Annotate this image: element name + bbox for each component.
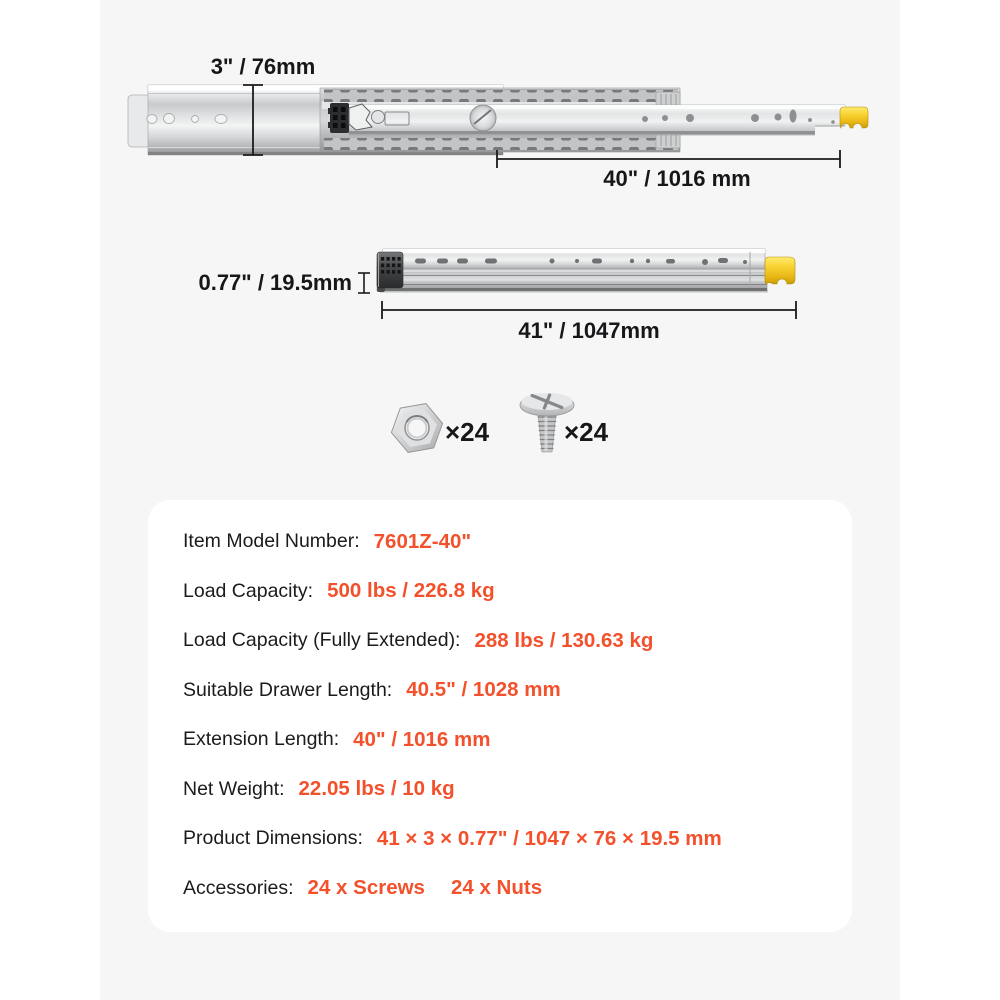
extension-dimension-label: 40" / 1016 mm — [603, 166, 751, 191]
spec-row-drawer-length — [183, 666, 832, 716]
latch-cap — [377, 252, 403, 292]
spec-row-load-capacity — [183, 567, 832, 617]
spec-label: Suitable Drawer Length: — [183, 678, 393, 701]
thickness-dimension-label: 0.77" / 19.5mm — [198, 270, 352, 295]
spec-label: Load Capacity: — [183, 579, 314, 602]
spec-row-accessories — [183, 864, 832, 914]
spec-label: Load Capacity (Fully Extended): — [183, 629, 461, 652]
spec-value: 24 x Screws — [307, 876, 425, 900]
spec-value: 40" / 1016 mm — [353, 727, 491, 751]
length-dimension — [382, 301, 796, 319]
lock-handle-yellow-closed — [765, 257, 795, 284]
spec-value: 22.05 lbs / 10 kg — [298, 777, 455, 801]
nut-count: ×24 — [444, 417, 490, 447]
spec-row-net-weight — [183, 765, 832, 815]
spec-label: Product Dimensions: — [183, 827, 363, 850]
spec-label: Accessories: — [183, 876, 294, 899]
spec-value: 288 lbs / 130.63 kg — [474, 628, 654, 652]
spec-label: Extension Length: — [183, 728, 340, 751]
hex-nut-icon — [391, 404, 442, 453]
spec-label: Item Model Number: — [183, 530, 360, 553]
spec-value: 7601Z-40" — [373, 529, 472, 553]
spec-row-load-capacity-extended — [183, 616, 832, 666]
roller — [372, 111, 385, 124]
spec-value: 500 lbs / 226.8 kg — [327, 579, 495, 603]
extended-slide — [128, 54, 868, 191]
spec-value: 41 × 3 × 0.77" / 1047 × 76 × 19.5 mm — [376, 826, 722, 850]
product-image-stage — [100, 0, 900, 1000]
length-dimension-label: 41" / 1047mm — [518, 318, 660, 343]
hardware — [391, 389, 608, 452]
slide-figures — [100, 0, 900, 470]
spec-label: Net Weight: — [183, 777, 285, 800]
spec-row-product-dimensions — [183, 814, 832, 864]
spec-value: 40.5" / 1028 mm — [406, 678, 561, 702]
height-dimension-label: 3" / 76mm — [210, 54, 316, 79]
spec-row-model — [183, 517, 832, 567]
spec-row-extension-length — [183, 715, 832, 765]
thickness-dimension — [358, 273, 370, 293]
closed-slide — [198, 249, 796, 343]
screw-count: ×24 — [563, 417, 609, 447]
cam-disc — [470, 105, 496, 131]
inner-rail — [349, 105, 846, 136]
spec-panel — [148, 500, 852, 932]
spec-value: 24 x Nuts — [450, 876, 543, 900]
